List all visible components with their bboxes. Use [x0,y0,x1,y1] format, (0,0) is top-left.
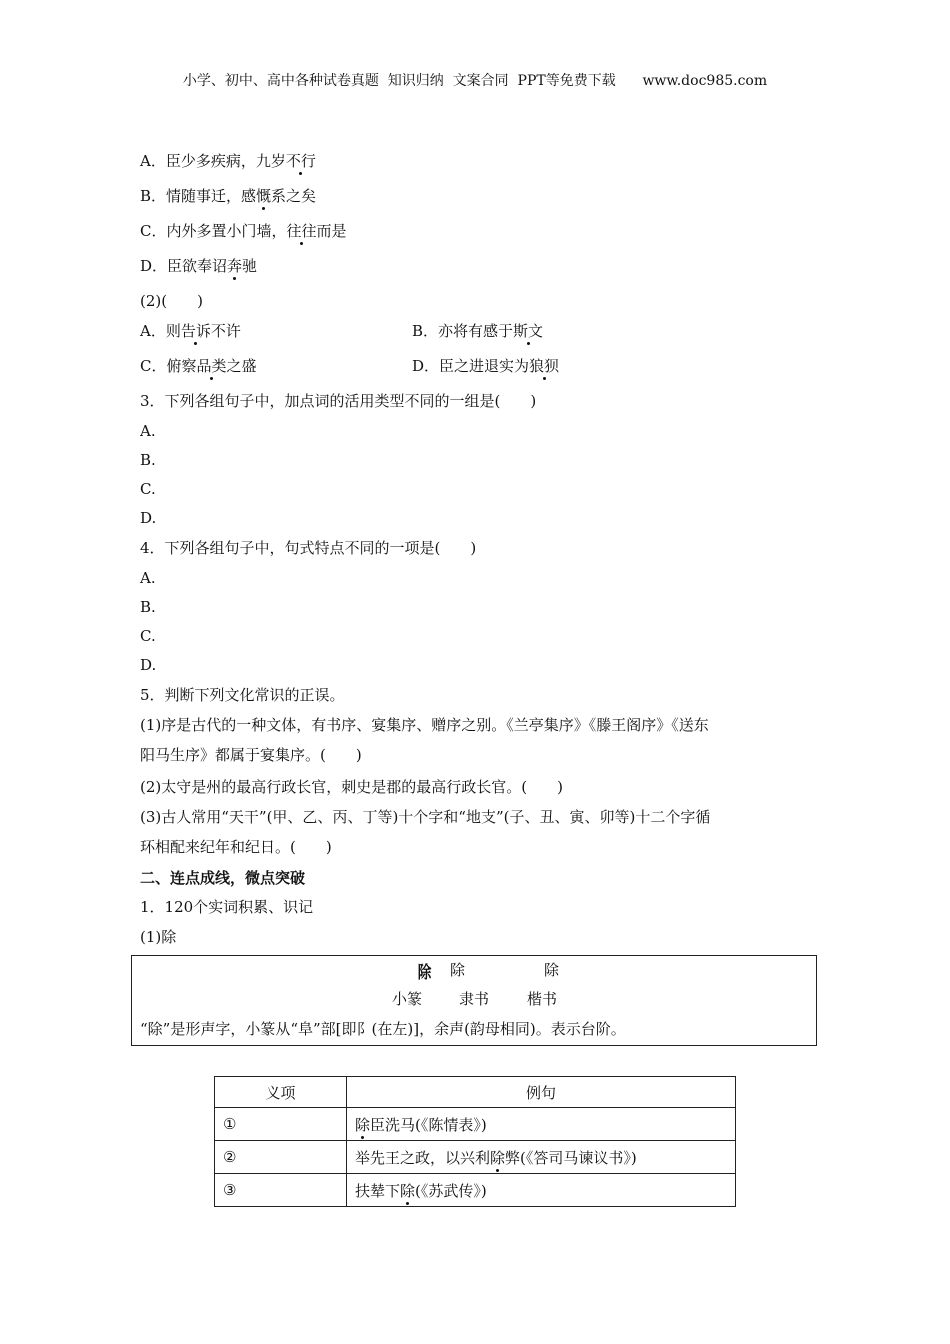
example-sentence: 举先王之政，以兴利除弊(《答司马谏议书》) [347,1141,736,1174]
q5-item-3-line1: (3)古人常用“天干”(甲、乙、丙、丁等)十个字和“地支”(子、丑、寅、卯等)十二个字循 [140,808,711,826]
q3-option-a: A. [140,422,156,440]
q2-2-option-a: A．则告诉不许 [140,322,241,340]
header-meaning: 义项 [215,1077,347,1108]
dotted-word: 品类 [196,357,227,375]
label-clerical: 隶书 [459,990,490,1008]
example-sentence: 扶辇下除(《苏武传》) [347,1174,736,1207]
q2-2-option-b: B．亦将有感于斯文 [412,322,544,340]
dotted-word: 狼狈 [529,357,560,375]
row-number: ① [215,1108,347,1141]
q5-item-2: (2)太守是州的最高行政长官，刺史是郡的最高行政长官。( ) [140,778,563,796]
meaning-table [214,1076,736,1207]
table-row [215,1141,736,1174]
q4-option-a: A. [140,569,156,587]
etymology-note: “除”是形声字，小篆从“阜”部[即阝(在左)]，余声(韵母相同)。表示台阶。 [140,1020,626,1038]
dotted-word: 除 [355,1115,371,1134]
dotted-word: 不行 [285,152,316,170]
row-number: ② [215,1141,347,1174]
regular-script-char: 除 [544,961,560,979]
q4-option-d: D. [140,656,157,674]
table-row [215,1108,736,1141]
section-title: 二、连点成线，微点突破 [140,869,306,887]
q5-item-1-line2: 阳马生序》都属于宴集序。( ) [140,746,362,764]
seal-script-glyph: 除 [417,963,432,983]
header-example: 例句 [347,1077,736,1108]
q2-2-label: (2)( ) [140,292,203,310]
q5-item-1-line1: (1)序是古代的一种文体，有书序、宴集序、赠序之别。《兰亭集序》《滕王阁序》《送东 [140,716,709,734]
subsection-title: 1．120个实词积累、识记 [140,898,314,916]
q2-2-option-d: D．臣之进退实为狼狈 [412,357,560,375]
dotted-word: 除 [490,1148,506,1167]
q3-option-d: D. [140,509,157,527]
q3-option-c: C. [140,480,156,498]
clerical-script-char: 除 [450,961,466,979]
example-sentence: 除臣洗马(《陈情表》) [347,1108,736,1141]
q3-option-b: B. [140,451,156,469]
q4-stem: 4．下列各组句子中，句式特点不同的一项是( ) [140,539,477,557]
dotted-word: 奔 [227,257,243,275]
dotted-word: 除 [400,1181,416,1200]
label-regular: 楷书 [527,990,558,1008]
q4-option-c: C. [140,627,156,645]
table-row [215,1174,736,1207]
row-number: ③ [215,1174,347,1207]
q2-1-option-d: D．臣欲奉诏奔驰 [140,257,258,275]
page-header: 小学、初中、高中各种试卷真题 知识归纳 文案合同 PPT等免费下载 www.doc985.com [182,73,768,89]
q5-stem: 5．判断下列文化常识的正误。 [140,686,345,704]
q2-1-option-c: C．内外多置小门墙，往往而是 [140,222,347,240]
dotted-word: 斯文 [513,322,544,340]
table-header-row [215,1077,736,1108]
dotted-word: 慨 [256,187,272,205]
q2-1-option-b: B．情随事迁，感慨系之矣 [140,187,317,205]
dotted-word: 告诉 [180,322,211,340]
q5-item-3-line2: 环相配来纪年和纪日。( ) [140,838,332,856]
word-heading: (1)除 [140,928,177,946]
q2-1-option-a: A．臣少多疾病，九岁不行 [140,152,316,170]
label-seal: 小篆 [392,990,423,1008]
q2-2-option-c: C．俯察品类之盛 [140,357,257,375]
q4-option-b: B. [140,598,156,616]
q3-stem: 3．下列各组句子中，加点词的活用类型不同的一组是( ) [140,392,537,410]
dotted-word: 往往 [286,222,317,240]
etymology-box [131,955,817,1046]
